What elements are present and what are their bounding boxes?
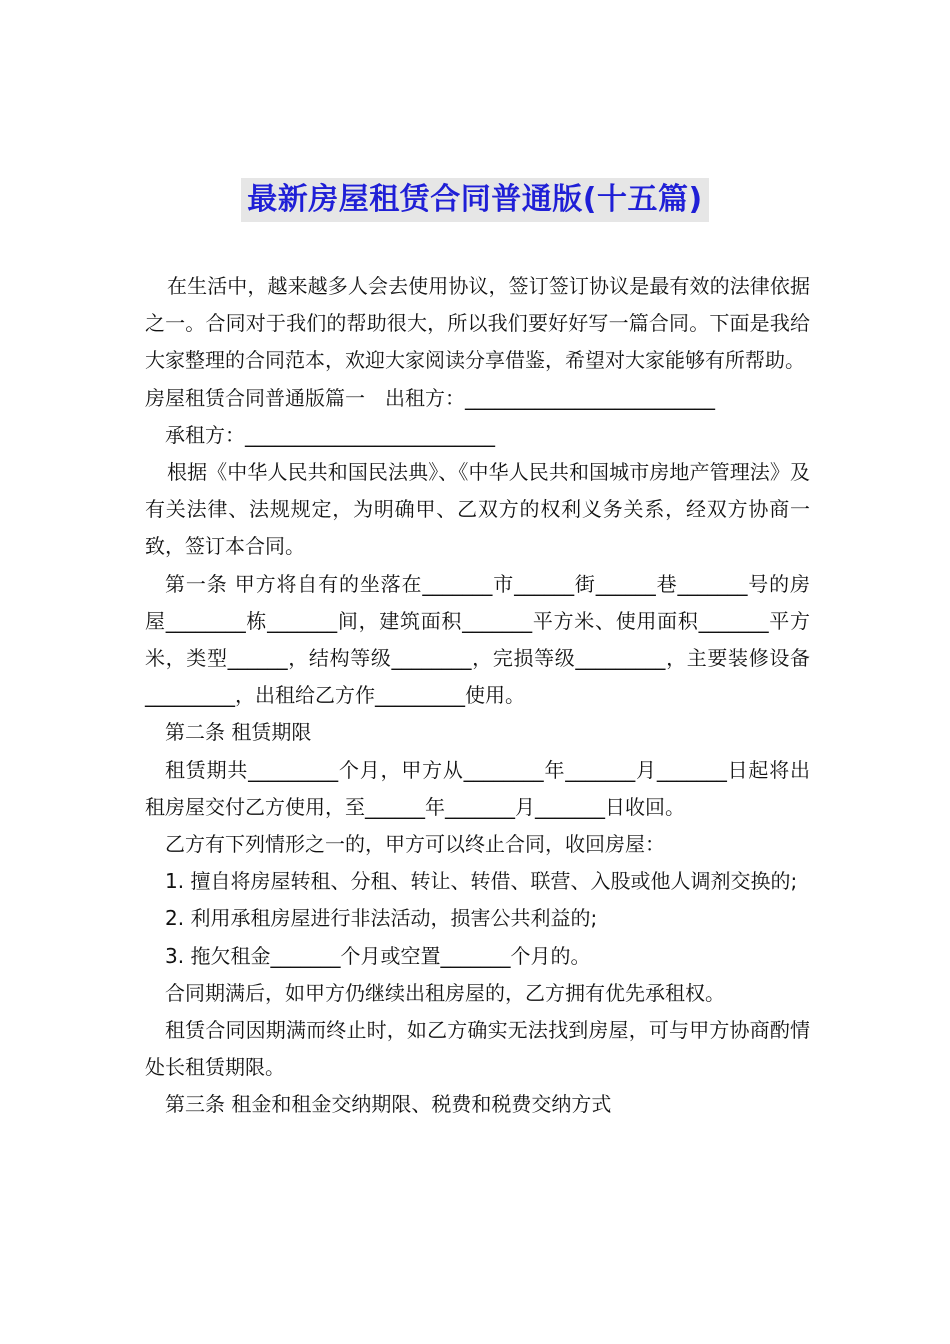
article-three-heading: 第三条 租金和租金交纳期限、税费和税费交纳方式 [165, 1092, 612, 1117]
article-one-paragraph: 第一条 甲方将自有的坐落在_______市______街______巷_______号的房屋________栋_______间，建筑面积_______平方米、使用面积_______平方米，类型______，结构等级________，完损等级_________，主要装修设备_________，出租给乙方作_________使用。 [145, 571, 810, 708]
section-heading-lessor: 房屋租赁合同普通版篇一 出租方：_________________________ [145, 385, 715, 410]
legal-basis-paragraph: 根据《中华人民共和国民法典》、《中华人民共和国城市房地产管理法》及有关法律、法规规定，为明确甲、乙双方的权利义务关系，经双方协商一致，签订本合同。 [145, 460, 810, 559]
title-wrap [0, 178, 950, 222]
termination-intro: 乙方有下列情形之一的，甲方可以终止合同，收回房屋： [165, 832, 665, 857]
termination-item-3: 3. 拖欠租金_______个月或空置_______个月的。 [165, 943, 591, 968]
extension-paragraph: 租赁合同因期满而终止时，如乙方确实无法找到房屋，可与甲方协商酌情处长租赁期限。 [145, 1018, 810, 1080]
document-body [145, 268, 810, 1124]
termination-item-1: 1. 擅自将房屋转租、分租、转让、转借、联营、入股或他人调剂交换的; [165, 869, 798, 894]
termination-item-2: 2. 利用承租房屋进行非法活动，损害公共利益的; [165, 906, 598, 931]
priority-lease-paragraph: 合同期满后，如甲方仍继续出租房屋的，乙方拥有优先承租权。 [165, 980, 725, 1005]
lessee-line: 承租方：_________________________ [165, 422, 495, 447]
intro-paragraph: 在生活中，越来越多人会去使用协议，签订签订协议是最有效的法律依据之一。合同对于我们的帮助很大，所以我们要好好写一篇合同。下面是我给大家整理的合同范本，欢迎大家阅读分享借鉴，希望对大家能够有所帮助。 [145, 274, 810, 373]
article-two-heading: 第二条 租赁期限 [165, 720, 312, 745]
lease-term-paragraph: 租赁期共_________个月，甲方从________年_______月_______日起将出租房屋交付乙方使用，至______年_______月_______日收回。 [145, 757, 810, 819]
document-title: 最新房屋租赁合同普通版(十五篇) [241, 178, 708, 222]
